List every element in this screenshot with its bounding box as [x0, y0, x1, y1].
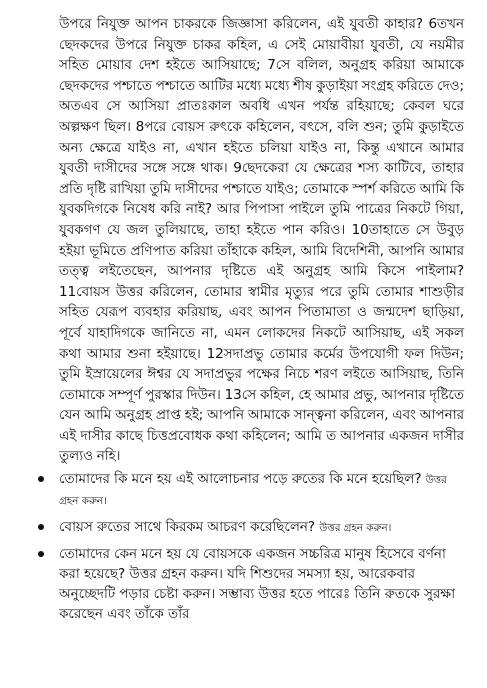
document-page	[59, 14, 464, 631]
scripture-paragraph: উপরে নিযুক্ত আপন চাকরকে জিজ্ঞাসা করিলেন, এই যুবতী কাহার? 6তখন ছেদকদের উপরে নিযুক্ত চাকর কহিল, এ সেই মোয়াবীয়া যুবতী, যে নয়মীর সহিত মোয়াব দেশ হইতে আসিয়াছে; 7সে বলিল, অনুগ্রহ করিয়া আমাকে ছেদকদের পশ্চাতে পশ্চাতে আটির মধ্যে মধ্যে শীষ কুড়াইয়া সংগ্রহ করিতে দেও; অতএব সে আসিয়া প্রাতঃকাল অবধি এখন পর্যন্ত রহিয়াছে; কেবল ঘরে অল্পক্ষণ ছিল। 8পরে বোয়স রুৎকে কহিলেন, বৎসে, বলি শুন; তুমি কুড়াইতে অন্য ক্ষেত্রে যাইও না, এখান হইতে চলিয়া যাইও না, কিন্তু এখানে আমার যুবতী দাসীদের সঙ্গে সঙ্গে থাক। 9ছেদকেরা যে ক্ষেত্রের শস্য কাটিবে, তাহার প্রতি দৃষ্টি রাখিয়া তুমি দাসীদের পশ্চাতে যাইও; তোমাকে স্পর্শ করিতে আমি কি যুবকদিগকে নিষেধ করি নাই? আর পিপাসা পাইলে তুমি পাত্রের নিকটে গিয়া, যুবকগণ যে জল তুলিয়াছে, তাহা হইতে পান করিও। 10তাহাতে সে উবুড় হইয়া ভূমিতে প্রণিপাত করিয়া তাঁহাকে কহিল, আমি বিদেশিনী, আপনি আমার তত্ত্ব লইতেছেন, আপনার দৃষ্টিতে এই অনুগ্রহ আমি কিসে পাইলাম? 11বোয়স উত্তর করিলেন, তোমার স্বামীর মৃত্যুর পরে তুমি তোমার শাশুড়ীর সহিত যেরূপ ব্যবহার করিয়াছ, এবং আপন পিতামাতা ও জন্মদেশ ছাড়িয়া, পূর্বে যাহাদিগকে জানিতে না, এমন লোকদের নিকটে আসিয়াছ, এই সকল কথা আমার শুনা হইয়াছে। 12সদাপ্রভু তোমার কর্মের উপযোগী ফল দিউন; তুমি ইস্রায়েলের ঈশ্বর যে সদাপ্রভুর পক্ষের নিচে শরণ লইতে আসিয়াছ, তিনি তোমাকে সম্পূর্ণ পুরস্কার দিউন। 13সে কহিল, হে আমার প্রভু, আপনার দৃষ্টিতে যেন আমি অনুগ্রহ প্রাপ্ত হই; আপনি আমাকে সান্ত্বনা করিলেন, এবং আপনার এই দাসীর কাছে চিত্তপ্রবোধক কথা কহিলেন; আমি ত আপনার একজন দাসীর তুল্যও নহি।	[59, 16, 464, 465]
bullet-icon	[38, 551, 44, 557]
answer-hint: উত্তর গ্রহন করুন।	[319, 522, 392, 535]
list-item	[59, 517, 464, 538]
question-text: বোয়স রুতের সাথে কিরকম আচরণ করেছিলেন?	[59, 519, 320, 536]
answer-hint: উত্তর গ্রহন করুন।	[59, 474, 447, 508]
bullet-icon	[38, 476, 44, 482]
list-item	[59, 469, 464, 511]
question-text: তোমাদের কি মনে হয় এই আলোচনার পড়ে রুতের কি মনে হয়েছিল?	[59, 471, 426, 488]
question-list	[59, 469, 464, 625]
list-item	[59, 544, 464, 625]
bullet-icon	[38, 524, 44, 530]
question-text: তোমাদের কেন মনে হয় যে বোয়সকে একজন সচ্চরিত্র মানুষ হিসেবে বর্ণনা করা হয়েছে? উত্তর গ্রহন করুন। যদি শিশুদের সমস্যা হয়, আরেকবার অনুচ্ছেদটি পড়ার চেষ্টা করুন। সম্ভাব্য উত্তর হতে পারেঃ তিনি রুতকে সুরক্ষা করেছেন এবং তাঁকে তাঁর	[59, 546, 456, 623]
